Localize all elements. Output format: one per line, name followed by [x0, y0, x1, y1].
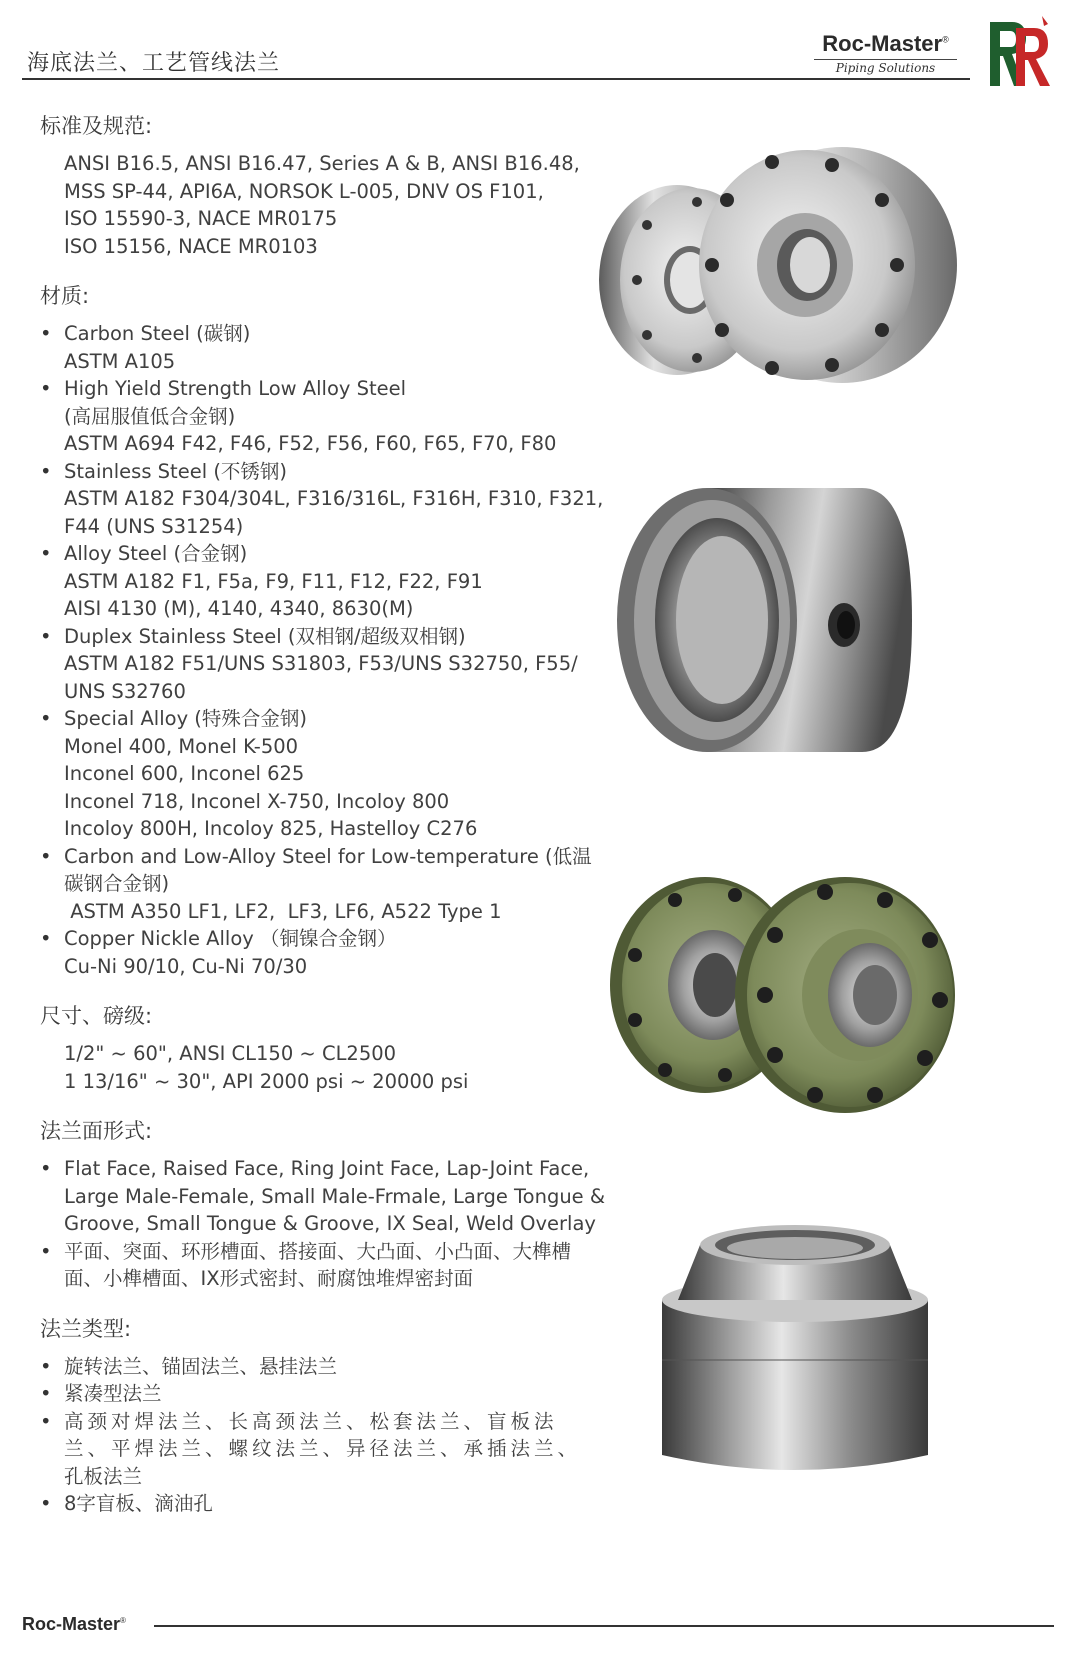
brand-tagline: Piping Solutions	[835, 61, 936, 75]
type-item	[40, 1380, 610, 1408]
standards-section	[40, 112, 610, 260]
material-detail: ASTM A694 F42, F46, F52, F56, F60, F65, F70, F80	[64, 432, 557, 455]
material-item	[40, 540, 610, 623]
type-line: • 旋转法兰、锚固法兰、悬挂法兰	[64, 1354, 338, 1378]
type-line: • 8字盲板、滴油孔	[64, 1492, 213, 1515]
brand-block	[808, 31, 963, 75]
material-item	[40, 623, 610, 706]
material-item	[40, 925, 610, 980]
material-title: • High Yield Strength Low Alloy Steel	[64, 377, 407, 400]
material-item	[40, 320, 610, 375]
header-divider	[22, 78, 970, 80]
material-item	[40, 705, 610, 843]
sizes-line: 1 13/16" ~ 30", API 2000 psi ~ 20000 psi	[64, 1069, 469, 1093]
material-detail: F44 (UNS S31254)	[64, 514, 244, 538]
types-section	[40, 1315, 610, 1518]
material-title: • Alloy Steel (合金钢)	[64, 542, 248, 565]
faces-heading: 法兰面形式:	[40, 1119, 153, 1143]
flange-pair-photo	[592, 140, 982, 420]
material-detail: ASTM A182 F1, F5a, F9, F11, F12, F22, F91	[64, 569, 483, 593]
standards-line: ISO 15590-3, NACE MR0175	[64, 207, 338, 230]
swivel-flange-photo	[650, 1210, 940, 1480]
type-line: • 紧凑型法兰	[64, 1382, 162, 1405]
face-item	[40, 1238, 610, 1293]
type-line: 孔板法兰	[64, 1464, 143, 1488]
standards-line: ISO 15156, NACE MR0103	[64, 234, 318, 258]
type-line: • 高颈对焊法兰、长高颈法兰、松套法兰、盲板法	[64, 1409, 558, 1433]
footer-brand: Roc-Master®	[22, 1614, 126, 1634]
material-title: • Stainless Steel (不锈钢)	[64, 459, 288, 483]
material-detail: AISI 4130 (M), 4140, 4340, 8630(M)	[64, 597, 414, 620]
roc-master-logo-icon	[986, 14, 1054, 90]
material-detail: 碳钢合金钢)	[64, 872, 170, 895]
material-detail: Monel 400, Monel K-500	[64, 734, 299, 758]
brand-underline	[814, 59, 957, 60]
standards-line: ANSI B16.5, ANSI B16.47, Series A & B, ANSI B16.48,	[64, 152, 580, 175]
brand-name: Roc-Master®	[822, 31, 949, 56]
material-detail: Incoloy 800H, Incoloy 825, Hastelloy C276	[64, 817, 478, 840]
material-title: • Carbon Steel (碳钢)	[64, 322, 251, 345]
face-item	[40, 1155, 610, 1238]
material-detail: Inconel 600, Inconel 625	[64, 762, 305, 785]
type-item	[40, 1408, 610, 1491]
standards-line: MSS SP-44, API6A, NORSOK L-005, DNV OS F101,	[64, 179, 544, 203]
face-line: • Flat Face, Raised Face, Ring Joint Face, Lap-Joint Face,	[64, 1157, 590, 1180]
material-title: • Special Alloy (特殊合金钢)	[64, 707, 308, 730]
material-detail: UNS S32760	[64, 679, 186, 703]
footer-divider	[154, 1625, 1054, 1627]
materials-heading: 材质:	[40, 284, 90, 308]
type-item	[40, 1353, 610, 1381]
material-item	[40, 843, 610, 926]
material-title: • Copper Nickle Alloy （铜镍合金钢）	[64, 927, 397, 950]
type-line: 兰、平焊法兰、螺纹法兰、异径法兰、承插法兰、	[64, 1437, 582, 1460]
face-line: Groove, Small Tongue & Groove, IX Seal, Weld Overlay	[64, 1212, 596, 1235]
face-line: 面、小榫槽面、IX形式密封、耐腐蚀堆焊密封面	[64, 1267, 474, 1290]
material-item	[40, 375, 610, 458]
materials-section	[40, 282, 610, 980]
material-detail: ASTM A182 F304/304L, F316/316L, F316H, F310, F321,	[64, 487, 604, 510]
sizes-section	[40, 1002, 610, 1095]
material-detail: ASTM A105	[64, 349, 176, 373]
material-detail: ASTM A182 F51/UNS S31803, F53/UNS S32750, F55/	[64, 652, 578, 675]
types-heading: 法兰类型:	[40, 1316, 132, 1341]
coated-flange-pair-photo	[595, 870, 970, 1115]
material-detail: ASTM A350 LF1, LF2, LF3, LF6, A522 Type 1	[64, 899, 502, 923]
material-item	[40, 458, 610, 541]
face-line: • 平面、突面、环形槽面、搭接面、大凸面、小凸面、大榫槽	[64, 1239, 572, 1263]
sizes-line: 1/2" ~ 60", ANSI CL150 ~ CL2500	[64, 1042, 397, 1065]
page-title: 海底法兰、工艺管线法兰	[27, 51, 281, 76]
spec-text-column	[40, 112, 610, 1540]
material-detail: (高屈服值低合金钢)	[64, 404, 236, 428]
material-detail: Cu-Ni 90/10, Cu-Ni 70/30	[64, 954, 308, 978]
sizes-heading: 尺寸、磅级:	[40, 1004, 153, 1028]
face-line: Large Male-Female, Small Male-Frmale, Large Tongue &	[64, 1184, 606, 1208]
standards-heading: 标准及规范:	[40, 114, 153, 138]
faces-section	[40, 1117, 610, 1293]
material-title: • Carbon and Low-Alloy Steel for Low-temperature (低温	[64, 844, 592, 868]
compact-flange-photo	[612, 480, 962, 760]
material-detail: Inconel 718, Inconel X-750, Incoloy 800	[64, 789, 450, 813]
material-title: • Duplex Stainless Steel (双相钢/超级双相钢)	[64, 624, 466, 648]
type-item	[40, 1490, 610, 1518]
